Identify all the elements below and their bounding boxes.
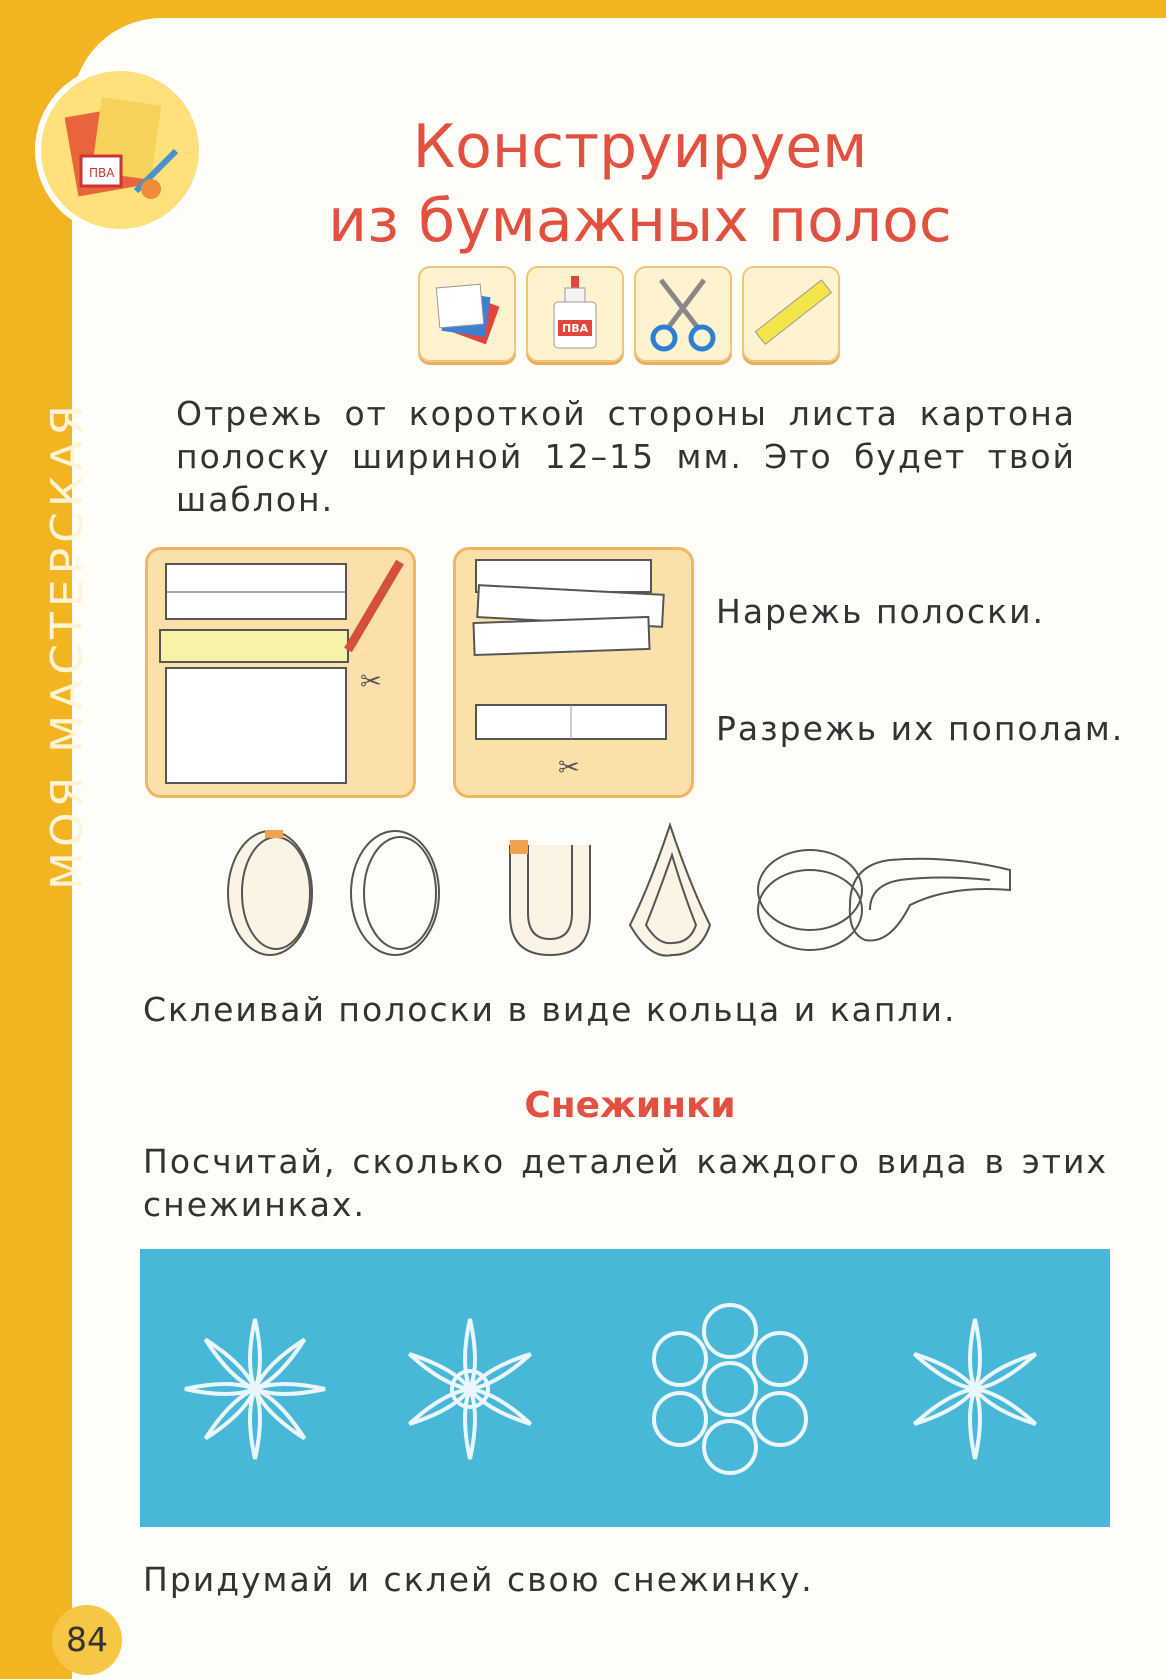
count-instruction: Посчитай, сколько деталей каждого вида в этих снежинках. [143, 1142, 1108, 1224]
snowflakes-photo [140, 1249, 1110, 1527]
template-illustration [145, 547, 416, 798]
step-cut-in-half: Разрежь их пополам. [716, 709, 1125, 748]
rings-drops-illustration [210, 815, 1040, 965]
page-title: Конструируем из бумажных полос [328, 112, 952, 256]
svg-text:ПВА: ПВА [89, 166, 115, 180]
glue-tool [526, 266, 624, 362]
paper-icon [420, 268, 514, 360]
ruler-icon [744, 268, 838, 360]
snowflake-3 [654, 1305, 806, 1473]
svg-text:ПВА: ПВА [562, 322, 589, 335]
glue-instruction: Склеивай полоски в виде кольца и капли. [143, 990, 957, 1029]
strips-illustration [453, 547, 694, 798]
ruler-tool [742, 266, 840, 362]
page-number: 84 [52, 1605, 122, 1675]
scissors-icon [636, 268, 730, 360]
snowflake-4 [912, 1319, 1038, 1459]
glue-icon [528, 268, 622, 360]
step-cut-strips: Нарежь полоски. [716, 592, 1046, 631]
final-instruction: Придумай и склей свою снежинку. [143, 1560, 814, 1599]
snowflake-2 [407, 1319, 533, 1459]
paper-tool [418, 266, 516, 362]
workshop-logo [35, 65, 205, 235]
scissors-tool [634, 266, 732, 362]
section-title: Снежинки [524, 1085, 736, 1126]
snowflake-1 [185, 1319, 325, 1459]
intro-paragraph: Отрежь от короткой стороны листа картона полоску шириной 12–15 мм. Это будет твой шаблон. [176, 394, 1076, 519]
scissors-icon: ✂ [360, 667, 382, 697]
side-section-label: МОЯ МАСТЕРСКАЯ [42, 400, 93, 890]
scissors-icon: ✂ [558, 753, 580, 783]
